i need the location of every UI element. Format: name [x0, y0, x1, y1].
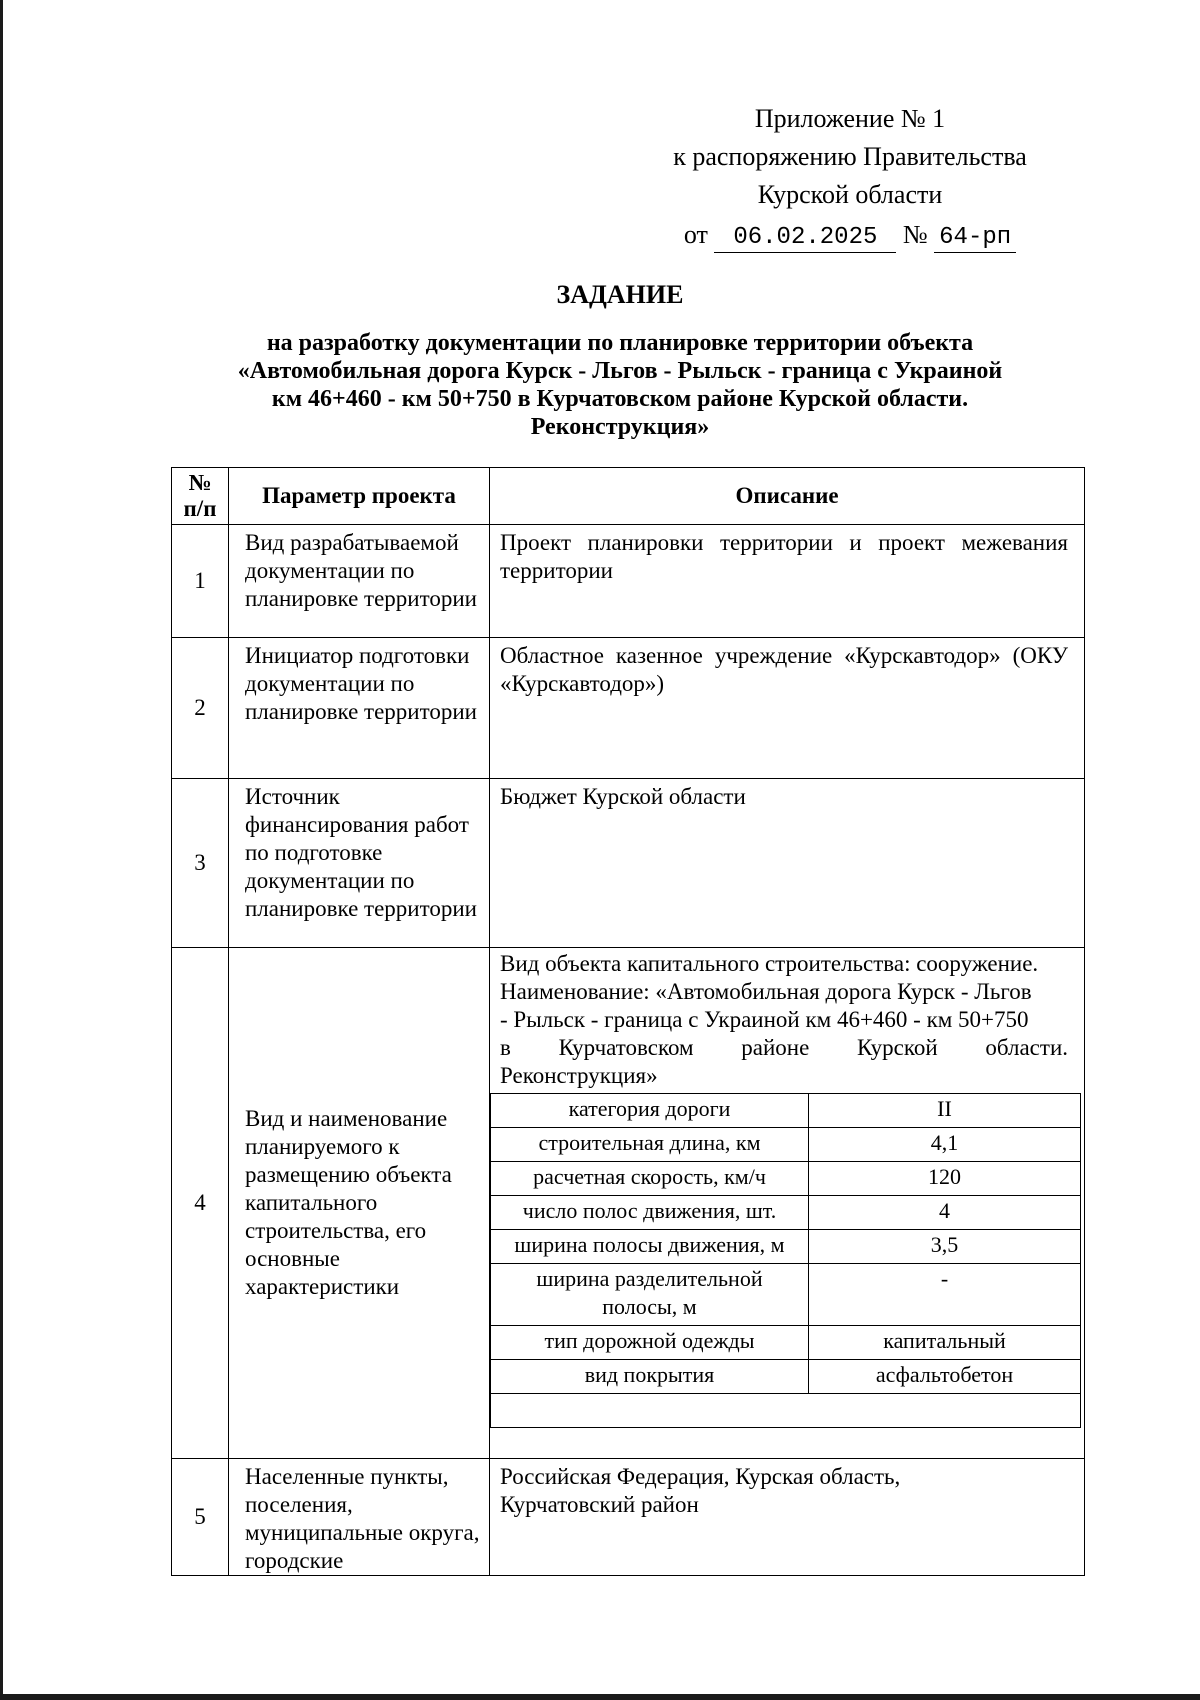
appendix-line-1: Приложение № 1	[754, 104, 946, 133]
characteristic-row	[491, 1360, 1081, 1394]
appendix-header	[640, 100, 1060, 254]
object-description-line-2: Наименование: «Автомобильная дорога Курск - Льгов	[500, 979, 1032, 1004]
characteristic-value: -	[809, 1264, 1081, 1326]
characteristic-value: капитальный	[809, 1326, 1081, 1360]
table-row	[172, 948, 1085, 1459]
characteristic-name: число полос движения, шт.	[491, 1196, 809, 1230]
row-description: Проект планировки территории и проект межевания территории	[490, 525, 1085, 638]
characteristic-empty-row	[491, 1394, 1081, 1428]
page-bottom-edge	[0, 1694, 1200, 1700]
appendix-line-2: к распоряжению Правительства	[673, 142, 1027, 171]
characteristic-row	[491, 1196, 1081, 1230]
characteristic-name: расчетная скорость, км/ч	[491, 1162, 809, 1196]
header-parameter: Параметр проекта	[229, 468, 490, 525]
table-row	[172, 525, 1085, 638]
object-description-line-1: Вид объекта капитального строительства: сооружение.	[500, 951, 1039, 976]
characteristic-name: ширина разделительной полосы, м	[491, 1264, 809, 1326]
row-parameter: Населенные пункты, поселения, муниципальные округа, городские	[229, 1459, 490, 1576]
table-row	[172, 779, 1085, 948]
object-description-line-3: - Рыльск - граница с Украиной км 46+460 - км 50+750	[500, 1007, 1029, 1032]
characteristic-row	[491, 1162, 1081, 1196]
row-description-line-1: Российская Федерация, Курская область,	[500, 1464, 901, 1489]
row-number: 1	[172, 525, 229, 638]
subtitle-line-3: км 46+460 - км 50+750 в Курчатовском районе Курской области.	[271, 386, 969, 412]
row-parameter: Инициатор подготовки документации по планировке территории	[229, 638, 490, 779]
row-description: Бюджет Курской области	[490, 779, 1085, 948]
table-header-row	[172, 468, 1085, 525]
characteristic-value: 4,1	[809, 1128, 1081, 1162]
characteristic-name: вид покрытия	[491, 1360, 809, 1394]
header-number	[172, 468, 229, 525]
characteristics-table	[490, 1093, 1081, 1428]
row-parameter: Источник финансирования работ по подготовке документации по планировке территории	[229, 779, 490, 948]
characteristic-name: строительная длина, км	[491, 1128, 809, 1162]
parameters-table	[171, 467, 1085, 1576]
row-parameter: Вид и наименование планируемого к размещению объекта капитального строительства, его основные характеристики	[229, 948, 490, 1459]
characteristic-row	[491, 1230, 1081, 1264]
subtitle-line-2: «Автомобильная дорога Курск - Льгов - Рыльск - граница с Украиной	[237, 358, 1003, 384]
row-number: 2	[172, 638, 229, 779]
characteristic-row	[491, 1326, 1081, 1360]
characteristic-name: тип дорожной одежды	[491, 1326, 809, 1360]
characteristic-value: 4	[809, 1196, 1081, 1230]
document-title: ЗАДАНИЕ	[556, 280, 684, 309]
page-left-edge	[0, 0, 3, 1700]
characteristic-value: 120	[809, 1162, 1081, 1196]
document-subtitle	[150, 329, 1090, 441]
object-description-line-5: Реконструкция»	[500, 1063, 658, 1088]
table-row	[172, 1459, 1085, 1576]
header-number-line-2: п/п	[183, 496, 217, 521]
object-description	[490, 950, 1084, 1090]
object-description-line-4: в Курчатовском районе Курской области.	[500, 1035, 1068, 1060]
row-number: 3	[172, 779, 229, 948]
characteristic-empty-cell	[491, 1394, 1081, 1428]
appendix-line-3: Курской области	[757, 180, 943, 209]
table-row	[172, 638, 1085, 779]
characteristic-name: категория дороги	[491, 1094, 809, 1128]
reference-date: 06.02.2025	[714, 224, 896, 253]
subtitle-line-1: на разработку документации по планировке территории объекта	[266, 330, 974, 356]
row-parameter: Вид разрабатываемой документации по планировке территории	[229, 525, 490, 638]
reference-number: 64-рп	[934, 224, 1016, 253]
header-description: Описание	[490, 468, 1085, 525]
row-description: Областное казенное учреждение «Курскавтодор» (ОКУ «Курскавтодор»)	[490, 638, 1085, 779]
characteristic-row	[491, 1094, 1081, 1128]
header-number-line-1: №	[188, 470, 212, 495]
reference-from: от	[683, 220, 708, 249]
characteristic-row	[491, 1264, 1081, 1326]
subtitle-line-4: Реконструкция»	[530, 414, 710, 440]
row-description	[490, 948, 1085, 1459]
characteristic-value: II	[809, 1094, 1081, 1128]
row-description	[490, 1459, 1085, 1576]
characteristic-value: 3,5	[809, 1230, 1081, 1264]
row-number: 5	[172, 1459, 229, 1576]
row-number: 4	[172, 948, 229, 1459]
characteristic-row	[491, 1128, 1081, 1162]
characteristic-name: ширина полосы движения, м	[491, 1230, 809, 1264]
row-description-line-2: Курчатовский район	[500, 1492, 699, 1517]
document-reference	[640, 216, 1060, 254]
reference-number-sign: №	[902, 220, 928, 249]
characteristic-value: асфальтобетон	[809, 1360, 1081, 1394]
